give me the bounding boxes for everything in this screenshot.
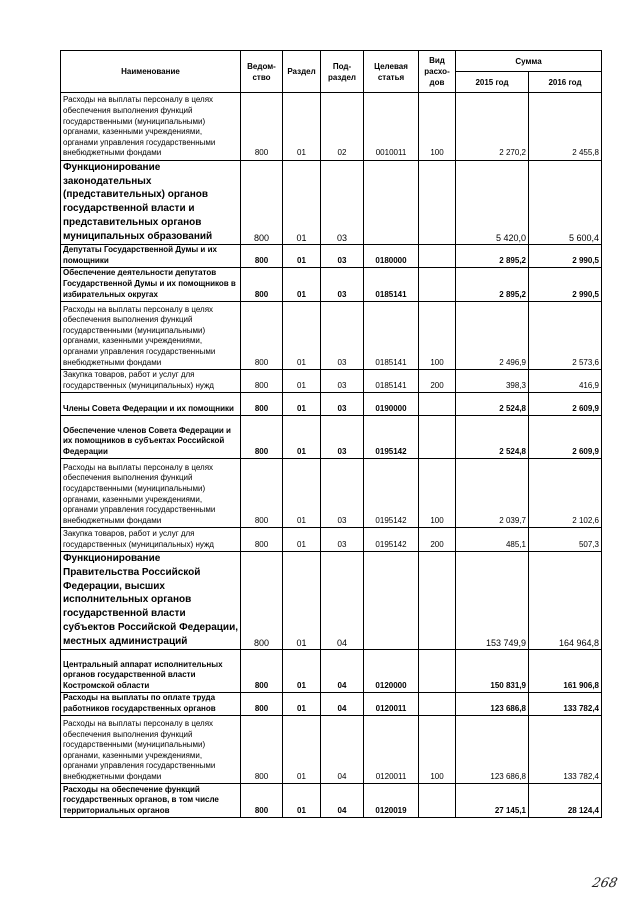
table-row	[61, 459, 602, 528]
cell-vedomstvo: 800	[241, 528, 283, 552]
table-row	[61, 268, 602, 302]
cell-vid-rashodov	[419, 552, 456, 650]
cell-vedomstvo: 800	[241, 302, 283, 370]
cell-celevaya-statya: 0120011	[364, 693, 419, 716]
cell-razdel: 01	[283, 416, 321, 459]
cell-sum-2016: 5 600,4	[529, 161, 602, 245]
cell-vid-rashodov: 100	[419, 459, 456, 528]
cell-podrazdel: 03	[321, 268, 364, 302]
cell-name: Расходы на выплаты персоналу в целях обеспечения выполнения функций государственными (муниципальными) органами, казенными учреждениями, органами управления государственными внебюджетными фондами	[61, 302, 241, 370]
cell-podrazdel: 03	[321, 393, 364, 416]
cell-celevaya-statya: 0195142	[364, 528, 419, 552]
cell-celevaya-statya: 0120019	[364, 784, 419, 818]
cell-razdel: 01	[283, 784, 321, 818]
table-row	[61, 245, 602, 268]
cell-vedomstvo: 800	[241, 93, 283, 161]
cell-razdel: 01	[283, 552, 321, 650]
cell-name: Расходы на обеспечение функций государственных органов, в том числе территориальных органов	[61, 784, 241, 818]
cell-sum-2015: 2 270,2	[456, 93, 529, 161]
cell-razdel: 01	[283, 161, 321, 245]
header-2016: 2016 год	[529, 72, 602, 93]
cell-razdel: 01	[283, 245, 321, 268]
cell-sum-2015: 2 524,8	[456, 416, 529, 459]
table-row	[61, 552, 602, 650]
cell-name: Члены Совета Федерации и их помощники	[61, 393, 241, 416]
cell-vedomstvo: 800	[241, 693, 283, 716]
cell-sum-2015: 2 496,9	[456, 302, 529, 370]
cell-vedomstvo: 800	[241, 161, 283, 245]
cell-razdel: 01	[283, 650, 321, 693]
cell-vid-rashodov	[419, 693, 456, 716]
cell-celevaya-statya: 0185141	[364, 268, 419, 302]
header-summa: Сумма	[456, 51, 602, 72]
cell-podrazdel: 03	[321, 459, 364, 528]
cell-sum-2015: 27 145,1	[456, 784, 529, 818]
cell-vedomstvo: 800	[241, 393, 283, 416]
cell-vedomstvo: 800	[241, 245, 283, 268]
cell-vid-rashodov	[419, 268, 456, 302]
cell-podrazdel: 04	[321, 552, 364, 650]
cell-name: Расходы на выплаты персоналу в целях обеспечения выполнения функций государственными (муниципальными) органами, казенными учреждениями, органами управления государственными внебюджетными фондами	[61, 93, 241, 161]
cell-name: Расходы на выплаты персоналу в целях обеспечения выполнения функций государственными (муниципальными) органами, казенными учреждениями, органами управления государственными внебюджетными фондами	[61, 459, 241, 528]
cell-vedomstvo: 800	[241, 370, 283, 393]
cell-name: Расходы на выплаты персоналу в целях обеспечения выполнения функций государственными (муниципальными) органами, казенными учреждениями, органами управления государственными внебюджетными фондами	[61, 716, 241, 784]
cell-podrazdel: 04	[321, 784, 364, 818]
table-row	[61, 161, 602, 245]
header-celevaya-statya: Целевая статья	[364, 51, 419, 93]
cell-sum-2015: 150 831,9	[456, 650, 529, 693]
cell-name: Закупка товаров, работ и услуг для государственных (муниципальных) нужд	[61, 370, 241, 393]
table-row	[61, 716, 602, 784]
cell-vid-rashodov	[419, 650, 456, 693]
table-row	[61, 650, 602, 693]
header-name: Наименование	[61, 51, 241, 93]
cell-vedomstvo: 800	[241, 716, 283, 784]
cell-sum-2016: 161 906,8	[529, 650, 602, 693]
header-podrazdel: Под- раздел	[321, 51, 364, 93]
cell-name: Закупка товаров, работ и услуг для государственных (муниципальных) нужд	[61, 528, 241, 552]
cell-podrazdel: 03	[321, 302, 364, 370]
cell-razdel: 01	[283, 716, 321, 784]
cell-vid-rashodov	[419, 416, 456, 459]
cell-celevaya-statya: 0195142	[364, 459, 419, 528]
cell-celevaya-statya: 0195142	[364, 416, 419, 459]
cell-celevaya-statya: 0120000	[364, 650, 419, 693]
table-body	[61, 93, 602, 818]
cell-podrazdel: 03	[321, 528, 364, 552]
cell-sum-2016: 2 455,8	[529, 93, 602, 161]
table-row	[61, 693, 602, 716]
cell-sum-2015: 485,1	[456, 528, 529, 552]
cell-vid-rashodov: 200	[419, 528, 456, 552]
cell-razdel: 01	[283, 459, 321, 528]
cell-vid-rashodov	[419, 784, 456, 818]
cell-sum-2015: 123 686,8	[456, 716, 529, 784]
page-number: 268	[590, 876, 619, 891]
cell-podrazdel: 04	[321, 716, 364, 784]
cell-sum-2016: 2 990,5	[529, 268, 602, 302]
cell-sum-2016: 507,3	[529, 528, 602, 552]
cell-podrazdel: 04	[321, 650, 364, 693]
cell-name: Обеспечение членов Совета Федерации и их помощников в субъектах Российской Федерации	[61, 416, 241, 459]
table-row	[61, 784, 602, 818]
cell-vid-rashodov: 100	[419, 302, 456, 370]
cell-celevaya-statya: 0010011	[364, 93, 419, 161]
cell-razdel: 01	[283, 93, 321, 161]
cell-celevaya-statya	[364, 161, 419, 245]
cell-vid-rashodov: 200	[419, 370, 456, 393]
cell-celevaya-statya: 0185141	[364, 370, 419, 393]
cell-sum-2016: 164 964,8	[529, 552, 602, 650]
cell-podrazdel: 03	[321, 161, 364, 245]
cell-podrazdel: 03	[321, 370, 364, 393]
cell-sum-2016: 2 573,6	[529, 302, 602, 370]
cell-celevaya-statya: 0190000	[364, 393, 419, 416]
cell-sum-2016: 416,9	[529, 370, 602, 393]
header-vid-rashodov: Вид расхо- дов	[419, 51, 456, 93]
table-row	[61, 370, 602, 393]
cell-sum-2015: 2 039,7	[456, 459, 529, 528]
cell-razdel: 01	[283, 370, 321, 393]
cell-celevaya-statya	[364, 552, 419, 650]
cell-vedomstvo: 800	[241, 552, 283, 650]
cell-podrazdel: 03	[321, 245, 364, 268]
cell-sum-2016: 2 609,9	[529, 393, 602, 416]
cell-sum-2015: 5 420,0	[456, 161, 529, 245]
cell-sum-2016: 2 990,5	[529, 245, 602, 268]
cell-sum-2016: 2 102,6	[529, 459, 602, 528]
cell-name: Обеспечение деятельности депутатов Государственной Думы и их помощников в избирательных округах	[61, 268, 241, 302]
cell-sum-2015: 2 895,2	[456, 245, 529, 268]
table-row	[61, 393, 602, 416]
cell-podrazdel: 04	[321, 693, 364, 716]
cell-sum-2015: 398,3	[456, 370, 529, 393]
cell-vid-rashodov: 100	[419, 716, 456, 784]
cell-name: Центральный аппарат исполнительных органов государственной власти Костромской области	[61, 650, 241, 693]
cell-razdel: 01	[283, 693, 321, 716]
table-row	[61, 302, 602, 370]
cell-name: Функционирование законодательных (представительных) органов государственной власти и представительных органов муниципальных образований	[61, 161, 241, 245]
header-vedomstvo: Ведом- ство	[241, 51, 283, 93]
cell-name: Расходы на выплаты по оплате труда работников государственных органов	[61, 693, 241, 716]
cell-razdel: 01	[283, 393, 321, 416]
cell-vedomstvo: 800	[241, 459, 283, 528]
cell-vedomstvo: 800	[241, 268, 283, 302]
cell-sum-2016: 28 124,4	[529, 784, 602, 818]
cell-sum-2015: 123 686,8	[456, 693, 529, 716]
cell-vid-rashodov	[419, 161, 456, 245]
cell-sum-2015: 2 524,8	[456, 393, 529, 416]
cell-sum-2016: 133 782,4	[529, 693, 602, 716]
cell-sum-2015: 153 749,9	[456, 552, 529, 650]
cell-razdel: 01	[283, 528, 321, 552]
header-2015: 2015 год	[456, 72, 529, 93]
cell-celevaya-statya: 0185141	[364, 302, 419, 370]
table-row	[61, 93, 602, 161]
cell-vid-rashodov	[419, 393, 456, 416]
budget-table	[60, 50, 602, 818]
cell-razdel: 01	[283, 302, 321, 370]
cell-sum-2016: 133 782,4	[529, 716, 602, 784]
cell-name: Функционирование Правительства Российской Федерации, высших исполнительных органов государственной власти субъектов Российской Федерации, местных администраций	[61, 552, 241, 650]
cell-razdel: 01	[283, 268, 321, 302]
cell-vedomstvo: 800	[241, 650, 283, 693]
cell-podrazdel: 02	[321, 93, 364, 161]
cell-podrazdel: 03	[321, 416, 364, 459]
cell-celevaya-statya: 0180000	[364, 245, 419, 268]
cell-sum-2016: 2 609,9	[529, 416, 602, 459]
table-row	[61, 528, 602, 552]
cell-vid-rashodov: 100	[419, 93, 456, 161]
cell-vid-rashodov	[419, 245, 456, 268]
cell-vedomstvo: 800	[241, 784, 283, 818]
cell-sum-2015: 2 895,2	[456, 268, 529, 302]
cell-celevaya-statya: 0120011	[364, 716, 419, 784]
header-razdel: Раздел	[283, 51, 321, 93]
cell-vedomstvo: 800	[241, 416, 283, 459]
table-row	[61, 416, 602, 459]
cell-name: Депутаты Государственной Думы и их помощники	[61, 245, 241, 268]
